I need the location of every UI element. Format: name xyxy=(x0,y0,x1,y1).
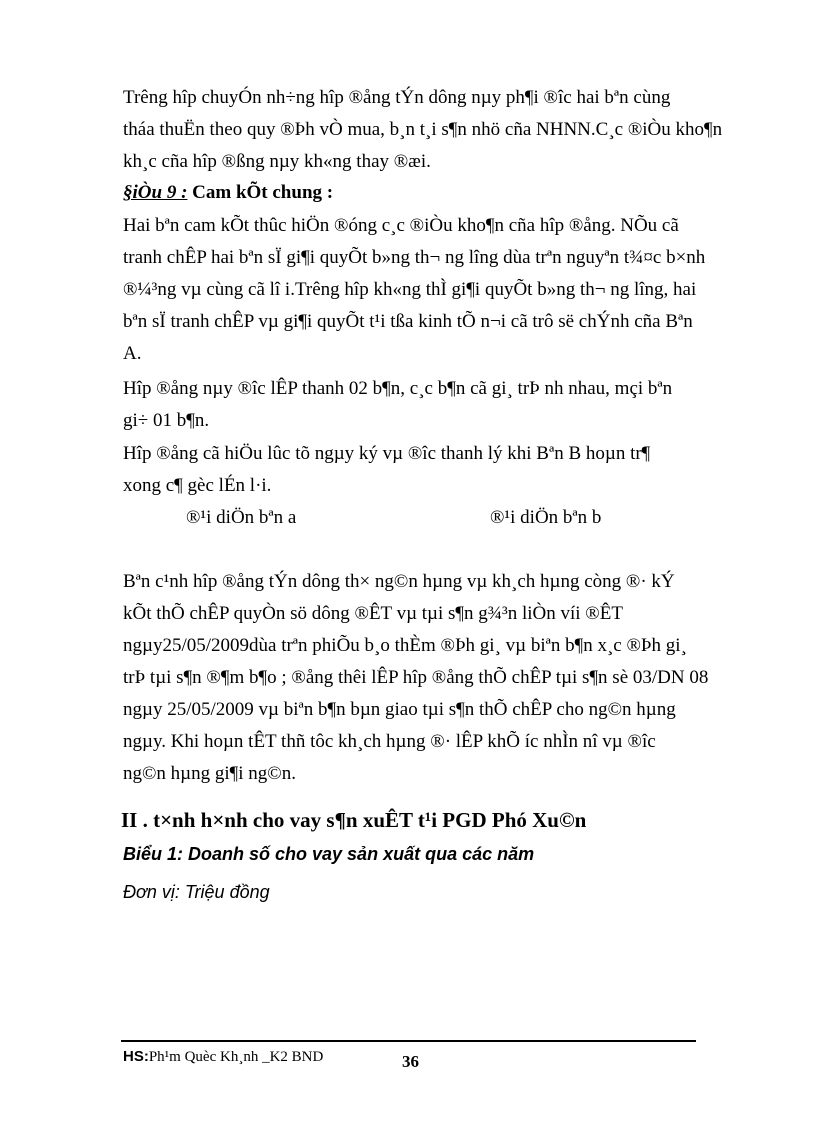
page-number: 36 xyxy=(402,1052,419,1071)
paragraph-5-line-5: ngµy 25/05/2009 vµ biªn b¶n bµn giao tµi s¶n thÕ chÊP cho ng©n hµng xyxy=(123,699,676,720)
paragraph-5-line-2: kÕt thÕ chÊP quyÒn sö dông ®ÊT vµ tµi s¶n g¾³n liÒn víi ®ÊT xyxy=(123,603,623,624)
footer-prefix: HS: xyxy=(123,1048,149,1065)
footer-divider xyxy=(121,1040,696,1042)
paragraph-5-line-3: ngµy25/05/2009dùa trªn phiÕu b¸o thÈm ®Þh gi¸ vµ biªn b¶n x¸c ®Þh gi¸ xyxy=(123,635,687,656)
footer-author-name: Ph¹m Quèc Kh¸nh _K2 BND xyxy=(148,1049,324,1065)
paragraph-4-line-2: xong c¶ gèc lÉn l·i. xyxy=(123,475,272,496)
section-heading: II . t×nh h×nh cho vay s¶n xuÊT t¹i PGD Phó Xu©n xyxy=(121,808,587,832)
paragraph-5-line-6: ngµy. Khi hoµn tÊT thñ tôc kh¸ch hµng ®· lÊP khÕ íc nhÌn nî vµ ®îc xyxy=(123,731,656,752)
paragraph-3-line-1: Hîp ®ång nµy ®îc lÊP thanh 02 b¶n, c¸c b¶n cã gi¸ trÞ nh nhau, mçi bªn xyxy=(123,378,673,399)
article-heading xyxy=(123,181,333,205)
table-caption: Biểu 1: Doanh số cho vay sản xuất qua các năm xyxy=(123,844,535,864)
paragraph-1-line-1: Trêng hîp chuyÓn nh÷ng hîp ®ång tÝn dông nµy ph¶i ®îc hai bªn cùng xyxy=(123,87,671,108)
representative-a: ®¹i diÖn bªn a xyxy=(186,507,297,528)
paragraph-2-line-2: tranh chÊP hai bªn sÏ gi¶i quyÕt b»ng th¬ ng lîng dùa trªn nguyªn t¾¤c b×nh xyxy=(123,247,706,268)
paragraph-2-line-3: ®¼³ng vµ cùng cã lî i.Trêng hîp kh«ng thÌ gi¶i quyÕt b»ng th¬ ng lîng, hai xyxy=(123,279,697,300)
footer-author xyxy=(123,1048,323,1066)
paragraph-3-line-2: gi÷ 01 b¶n. xyxy=(123,410,210,431)
unit-label: Đơn vị: Triệu đồng xyxy=(123,882,270,902)
article-title: Cam kÕt chung : xyxy=(187,182,334,203)
representative-b: ®¹i diÖn bªn b xyxy=(490,507,602,528)
paragraph-5-line-1: Bªn c¹nh hîp ®ång tÝn dông th× ng©n hµng vµ kh¸ch hµng còng ®· kÝ xyxy=(123,571,675,592)
paragraph-2-line-4: bªn sÏ tranh chÊP vµ gi¶i quyÕt t¹i tßa kinh tÕ n¬i cã trô së chÝnh cña Bªn xyxy=(123,311,693,332)
paragraph-5-line-7: ng©n hµng gi¶i ng©n. xyxy=(123,763,296,784)
paragraph-1-line-3: kh¸c cña hîp ®ßng nµy kh«ng thay ®æi. xyxy=(123,151,431,172)
paragraph-1-line-2: tháa thuËn theo quy ®Þh vÒ mua, b¸n t¸i s¶n nhö cña NHNN.C¸c ®iÒu kho¶n xyxy=(123,119,723,140)
paragraph-5-line-4: trÞ tµi s¶n ®¶m b¶o ; ®ång thêi lÊP hîp ®ång thÕ chÊP tµi s¶n sè 03/DN 08 xyxy=(123,667,709,688)
paragraph-2-line-5: A. xyxy=(123,343,142,364)
article-label: §iÒu 9 : xyxy=(123,182,188,203)
paragraph-2-line-1: Hai bªn cam kÕt thûc hiÖn ®óng c¸c ®iÒu kho¶n cña hîp ®ång. NÕu cã xyxy=(123,215,679,236)
paragraph-4-line-1: Hîp ®ång cã hiÖu lûc tõ ngµy ký vµ ®îc thanh lý khi Bªn B hoµn tr¶ xyxy=(123,443,651,464)
